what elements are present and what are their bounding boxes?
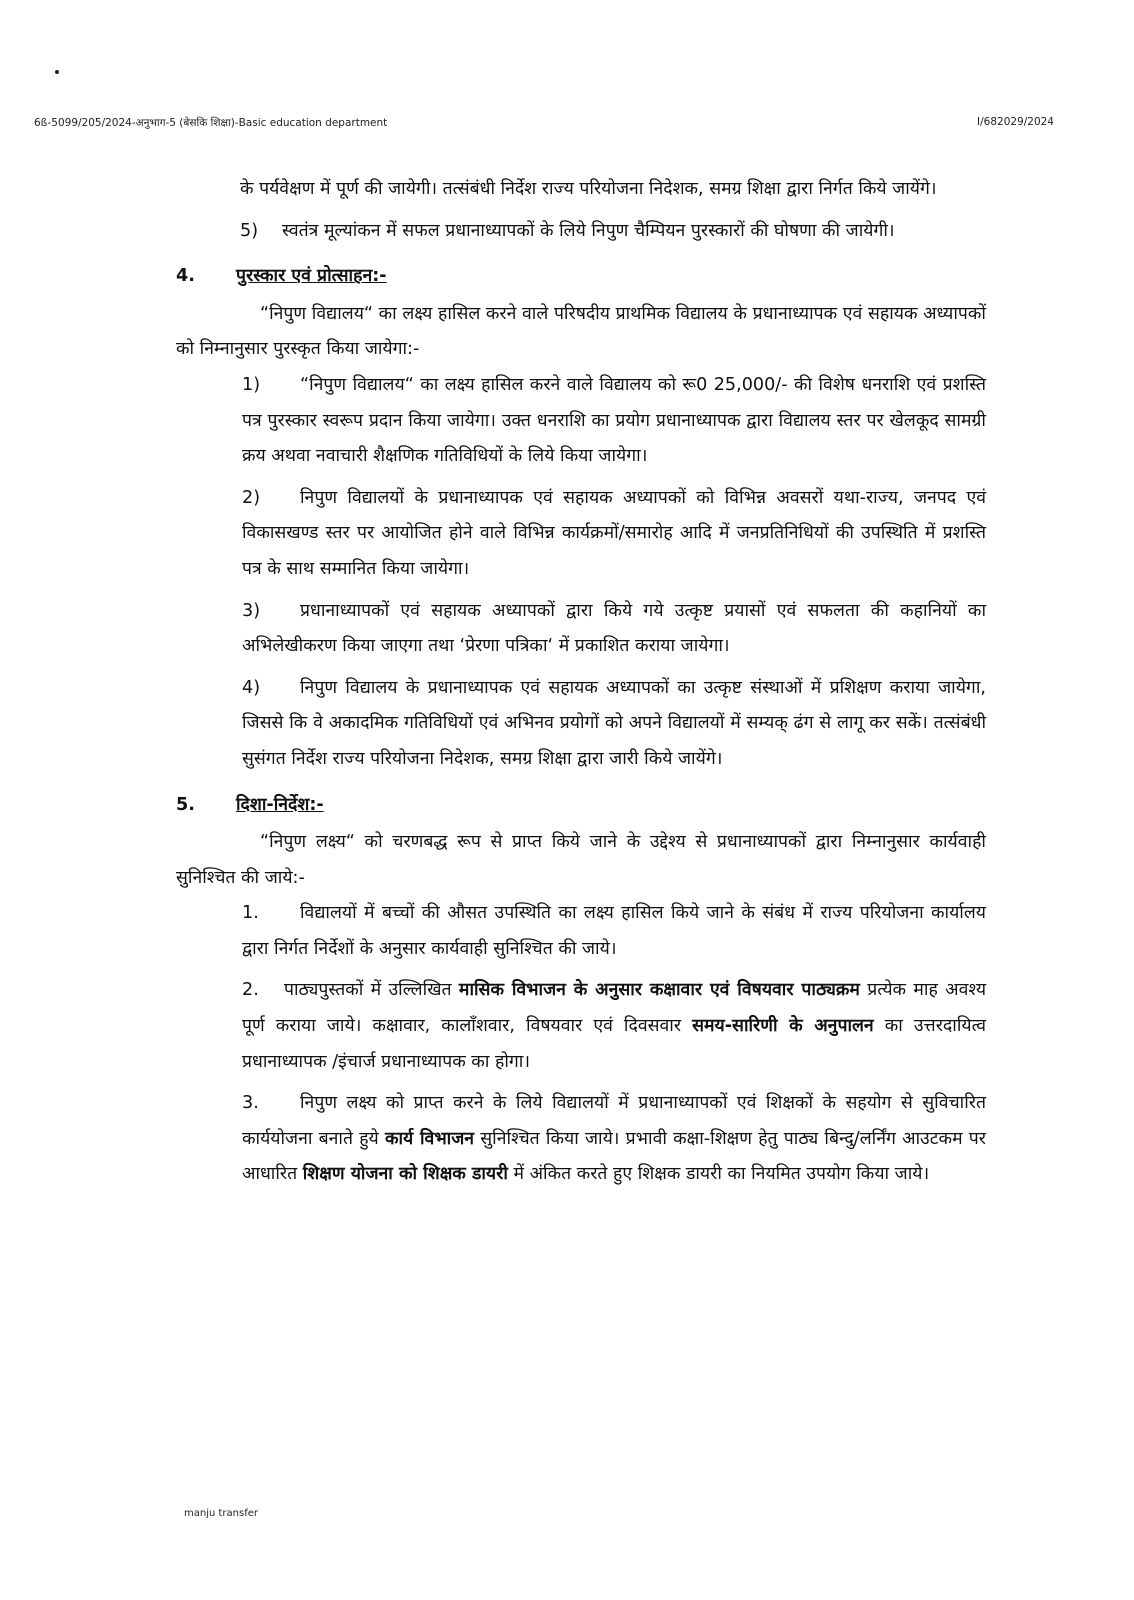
section-4-heading [176, 259, 986, 295]
item-text: सुनिश्चित किया जाये। प्रभावी कक्षा-शिक्षण हेतु पाठ्य बिन्दु/लर्निंग आउटकम पर आधारित [242, 1128, 986, 1185]
bold-phrase: मासिक विभाजन के अनुसार कक्षावार एवं विषयवार पाठ्यक्रम [458, 980, 860, 1001]
section-number: 4. [176, 266, 195, 287]
item-number: 1. [242, 903, 259, 924]
item-text: प्रधानाध्यापकों एवं सहायक अध्यापकों द्वारा किये गये उत्कृष्ट प्रयासों एवं सफलता की कहानियों का अभिलेखीकरण किया जाएगा तथा ‘प्रेरणा पत्रिका‘ में प्रकाशित कराया जायेगा। [242, 600, 986, 657]
section-5-heading [176, 788, 986, 824]
item-text: निपुण लक्ष्य को प्राप्त करने के लिये विद्यालयों में प्रधानाध्यापकों एवं शिक्षकों के सहयोग से सुविचारित कार्ययोजना बनाते हुये [242, 1093, 986, 1149]
item-text: “निपुण विद्यालय“ का लक्ष्य हासिल करने वाले विद्यालय को रू0 25,000/- की विशेष धनराशि एवं प्रशस्ति पत्र पुरस्कार स्वरूप प्रदान किया जायेगा। उक्त धनराशि का प्रयोग प्रधानाध्यापक द्वारा विद्यालय स्तर पर खेलकूद सामग्री क्रय अथवा नवाचारी शैक्षणिक गतिविधियों के लिये किया जायेगा। [242, 374, 986, 467]
footer-note: manju transfer [184, 1508, 258, 1519]
item-text: प्रत्येक माह अवश्य पूर्ण कराया जाये। कक्षावार, कालाँशवार, विषयवार एवं दिवसवार [242, 980, 987, 1037]
item-text: स्वतंत्र मूल्यांकन में सफल प्रधानाध्यापकों के लिये निपुण चैम्पियन पुरस्कारों की घोषणा की जायेगी। [282, 220, 895, 241]
document-body [176, 172, 986, 1193]
item-number: 3) [242, 600, 261, 621]
item-number: 1) [242, 374, 261, 395]
section-5-item-1 [176, 896, 986, 967]
section-4-item-2 [176, 481, 986, 588]
section-4-item-1 [176, 368, 986, 475]
item-number: 2. [242, 980, 259, 1001]
section-4-item-3 [176, 594, 986, 665]
item-number: 4) [242, 677, 261, 698]
bold-phrase: समय-सारिणी के अनुपालन [692, 1016, 874, 1037]
item-number: 2) [242, 487, 261, 508]
item-5-paragraph [176, 214, 986, 250]
item-number: 5) [240, 220, 259, 241]
section-number: 5. [176, 794, 195, 815]
section-5-item-3 [176, 1086, 986, 1193]
scan-speck [55, 70, 59, 74]
section-4-intro: “निपुण विद्यालय“ का लक्ष्य हासिल करने वाले परिषदीय प्राथमिक विद्यालय के प्रधानाध्यापक एवं सहायक अध्यापकों को निम्नानुसार पुरस्कृत किया जायेगा:- [176, 303, 986, 360]
section-title: पुरस्कार एवं प्रोत्साहन:- [236, 266, 387, 287]
item-text: में अंकित करते हुए शिक्षक डायरी का नियमित उपयोग किया जाये। [513, 1164, 930, 1185]
section-4-item-4 [176, 671, 986, 778]
bold-phrase: कार्य विभाजन [384, 1128, 475, 1149]
section-title: दिशा-निर्देश:- [236, 794, 324, 815]
section-5-intro: “निपुण लक्ष्य“ को चरणबद्ध रूप से प्राप्त किये जाने के उद्देश्य से प्रधानाध्यापकों द्वारा निम्नानुसार कार्यवाही सुनिश्चित की जाये:- [176, 832, 986, 888]
item-number: 3. [242, 1093, 259, 1114]
file-reference: 6ß-5099/205/2024-अनुभाग-5 (बेसकि शिक्षा)-Basic education department [34, 117, 388, 129]
item-text: का उत्तरदायित्व प्रधानाध्यापक /इंचार्ज प्रधानाध्यापक का होगा। [242, 1016, 987, 1072]
item-text: निपुण विद्यालयों के प्रधानाध्यापक एवं सहायक अध्यापकों को विभिन्न अवसरों यथा-राज्य, जनपद एवं विकासखण्ड स्तर पर आयोजित होने वाले विभिन्न कार्यक्रमों/समारोह आदि में जनप्रतिनिधियों की उपस्थिति में प्रशस्ति पत्र के साथ सम्मानित किया जायेगा। [242, 487, 986, 579]
item-text: निपुण विद्यालय के प्रधानाध्यापक एवं सहायक अध्यापकों का उत्कृष्ट संस्थाओं में प्रशिक्षण कराया जायेगा, जिससे कि वे अकादमिक गतिविधियों एवं अभिनव प्रयोगों को अपने विद्यालयों में सम्यक् ढंग से लागू कर सकें। तत्संबंधी सुसंगत निर्देश राज्य परियोजना निदेशक, समग्र शिक्षा द्वारा जारी किये जायेंगे। [242, 677, 986, 769]
continuation-paragraph: के पर्यवेक्षण में पूर्ण की जायेगी। तत्संबंधी निर्देश राज्य परियोजना निदेशक, समग्र शिक्षा द्वारा निर्गत किये जायेंगे। [240, 179, 937, 199]
bold-phrase: शिक्षण योजना को शिक्षक डायरी [302, 1164, 508, 1185]
document-id: I/682029/2024 [977, 116, 1054, 128]
item-text: पाठ्यपुस्तकों में उल्लिखित [284, 980, 452, 1001]
item-text: विद्यालयों में बच्चों की औसत उपस्थिति का लक्ष्य हासिल किये जाने के संबंध में राज्य परियोजना कार्यालय द्वारा निर्गत निर्देशों के अनुसार कार्यवाही सुनिश्चित की जाये। [242, 903, 986, 959]
section-5-item-2 [176, 973, 986, 1080]
